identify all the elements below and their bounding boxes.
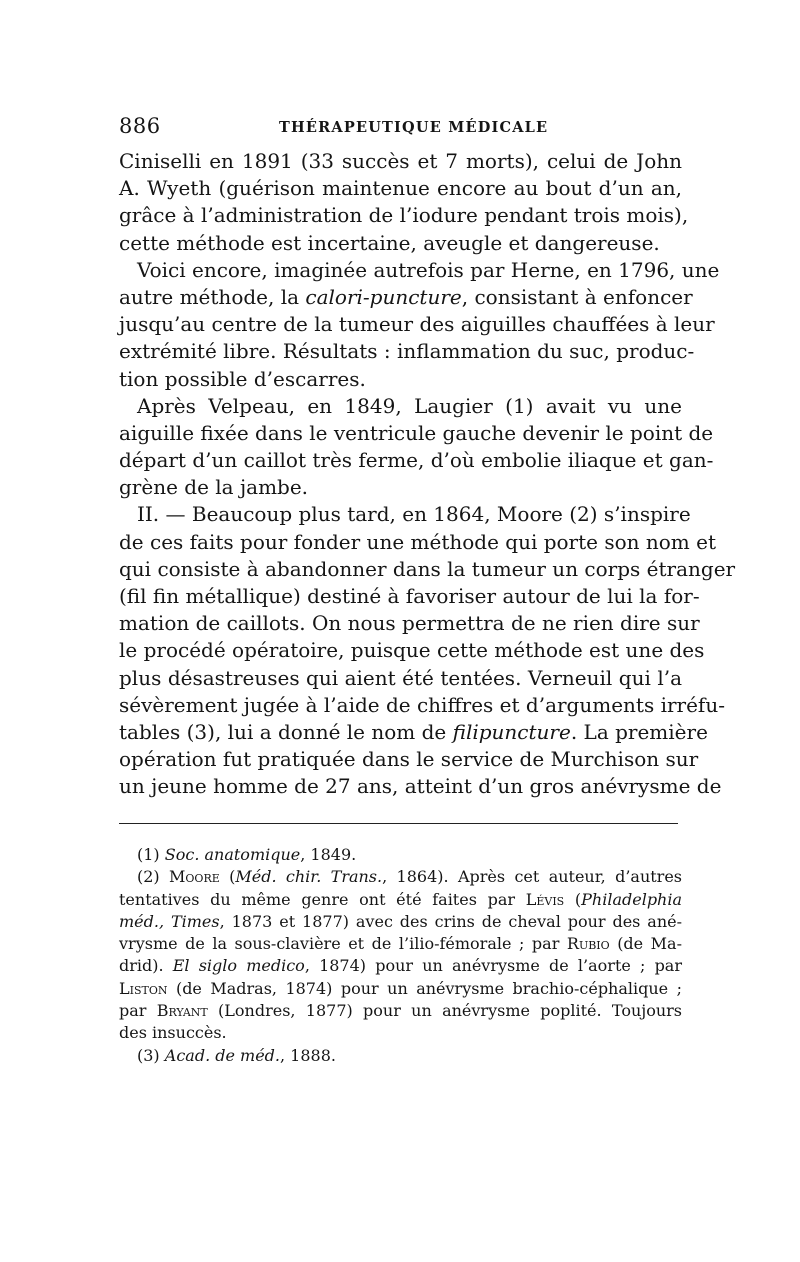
- footnote-2-line: des insuccès.: [119, 1023, 227, 1043]
- author-name: Rubio: [566, 934, 610, 954]
- running-title: THÉRAPEUTIQUE MÉDICALE: [279, 119, 549, 136]
- footnote-2-line: [119, 978, 682, 1000]
- footnote-divider: [119, 823, 678, 824]
- footnote-2-line: [119, 889, 682, 911]
- text-line: qui consiste à abandonner dans la tumeur un corps étranger: [119, 556, 736, 581]
- text-run: drid).: [119, 956, 173, 976]
- italic-term: filipuncture: [452, 719, 571, 744]
- footnote-2-line: [119, 933, 682, 955]
- text-line: de ces faits pour fonder une méthode qui porte son nom et: [119, 529, 717, 554]
- citation-title: méd., Times: [119, 911, 220, 931]
- footnote-2-line: [119, 911, 682, 933]
- text-line: plus désastreuses qui aient été tentées. Verneuil qui l’a: [119, 665, 682, 690]
- text-line: sévèrement jugée à l’aide de chiffres et d’arguments irréfu-: [119, 692, 725, 717]
- text-line: jusqu’au centre de la tumeur des aiguilles chauffées à leur: [119, 312, 715, 337]
- text-line: grène de la jambe.: [119, 475, 309, 500]
- text-run: par: [119, 1001, 157, 1021]
- text-line: cette méthode est incertaine, aveugle et dangereuse.: [119, 230, 660, 255]
- footnote-2-line: [119, 955, 682, 977]
- text-line: grâce à l’administration de l’iodure pendant trois mois),: [119, 203, 689, 228]
- text-line: [119, 719, 708, 746]
- text-line: [119, 284, 693, 311]
- footnotes: [119, 844, 682, 1067]
- text-run: , 1849.: [300, 845, 357, 864]
- text-line: Ciniselli en 1891 (33 succès et 7 morts), celui de John: [119, 149, 682, 173]
- text-run: , consistant à enfoncer: [461, 284, 693, 309]
- footnote-number: (2): [137, 867, 170, 887]
- text-run: vrysme de la sous-clavière et de l’ilio-fémorale ; par: [119, 934, 567, 954]
- text-line: opération fut pratiquée dans le service de Murchison sur: [119, 747, 699, 772]
- text-run: , 1888.: [280, 1045, 336, 1065]
- page-header: [119, 110, 680, 144]
- text-line: mation de caillots. On nous permettra de ne rien dire sur: [119, 611, 700, 636]
- text-run: (de Madras, 1874) pour un anévrysme brachio-céphalique ;: [167, 978, 682, 998]
- footnote-2-line: [119, 1000, 682, 1022]
- main-text: [119, 148, 736, 801]
- text-run: (de Ma-: [609, 934, 683, 954]
- italic-term: calori-puncture: [305, 284, 462, 309]
- author-name: Bryant: [156, 1001, 208, 1021]
- citation-title: Soc. anatomique: [164, 845, 301, 864]
- text-run: , 1873 et 1877) avec des crins de cheval pour des ané-: [219, 911, 683, 931]
- citation-title: Acad. de méd.: [164, 1045, 280, 1065]
- text-line: (fil fin métallique) destiné à favoriser autour de lui la for-: [119, 584, 700, 608]
- text-line: un jeune homme de 27 ans, atteint d’un gros anévrysme de: [119, 774, 722, 799]
- text-line: II. — Beaucoup plus tard, en 1864, Moore (2) s’inspire: [137, 502, 691, 527]
- text-run: (: [219, 867, 236, 887]
- author-name: Liston: [119, 978, 168, 998]
- text-line: départ d’un caillot très ferme, d’où embolie iliaque et gan-: [119, 448, 714, 473]
- text-run: tentatives du même genre ont été faites par: [119, 889, 526, 909]
- text-line: A. Wyeth (guérison maintenue encore au bout d’un an,: [119, 176, 682, 201]
- text-run: (Londres, 1877) pour un anévrysme poplité. Toujours: [207, 1001, 683, 1021]
- footnote-3: [119, 1045, 682, 1067]
- citation-title: Philadelphia: [581, 889, 683, 909]
- citation-title: El siglo medico: [172, 956, 305, 976]
- author-name: Lévis: [525, 889, 565, 909]
- text-run: , 1874) pour un anévrysme de l’aorte ; par: [304, 956, 682, 976]
- text-line: Voici encore, imaginée autrefois par Herne, en 1796, une: [137, 257, 720, 282]
- page-number: 886: [119, 114, 161, 138]
- footnote-2-line: [119, 866, 682, 888]
- footnote-number: (1): [137, 845, 160, 864]
- text-run: autre méthode, la: [119, 284, 306, 309]
- footnote-number: (3): [137, 1045, 160, 1065]
- text-line: Après Velpeau, en 1849, Laugier (1) avait vu une: [137, 393, 682, 418]
- text-line: extrémité libre. Résultats : inflammation du suc, produc-: [119, 339, 695, 364]
- author-name: Moore: [169, 867, 220, 887]
- footnote-1: [119, 844, 682, 866]
- citation-title: Méd. chir. Trans.: [235, 867, 383, 887]
- text-run: tables (3), lui a donné le nom de: [119, 719, 453, 744]
- text-run: (: [564, 889, 582, 909]
- text-run: , 1864). Après cet auteur, d’autres: [382, 867, 683, 887]
- text-line: tion possible d’escarres.: [119, 366, 366, 391]
- text-line: le procédé opératoire, puisque cette méthode est une des: [119, 638, 705, 663]
- text-line: aiguille fixée dans le ventricule gauche devenir le point de: [119, 420, 714, 445]
- text-run: . La première: [570, 719, 708, 744]
